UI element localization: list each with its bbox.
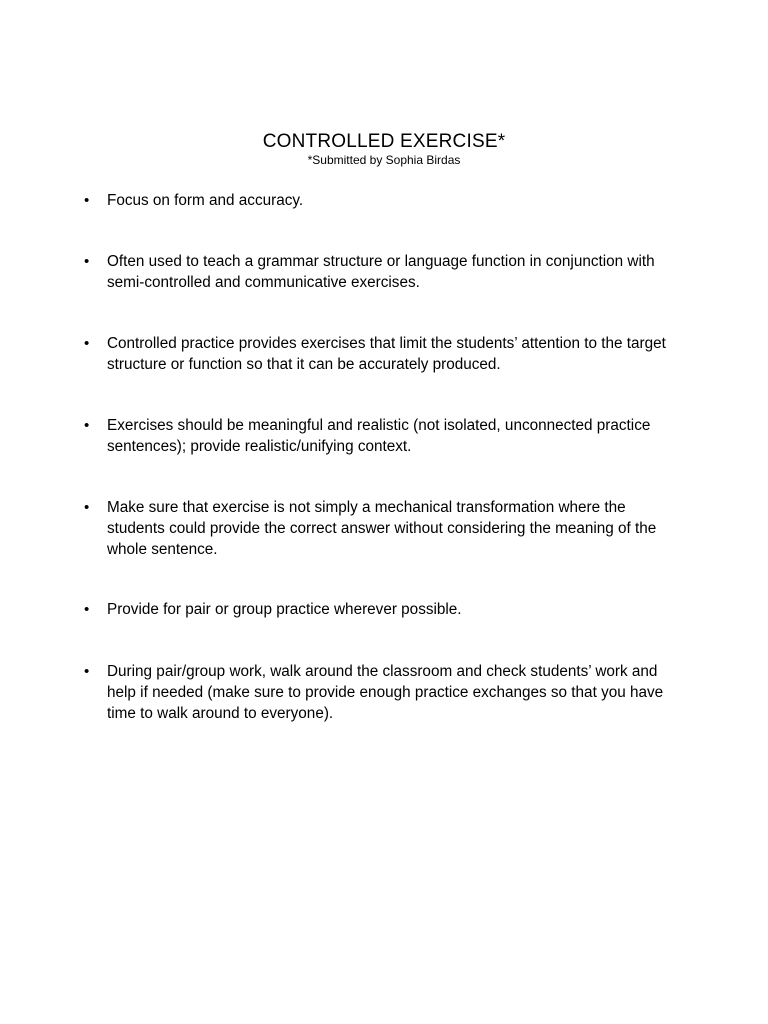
list-item	[84, 333, 684, 375]
list-item-text: Provide for pair or group practice wherever possible.	[107, 601, 462, 618]
list-item	[84, 251, 684, 293]
bullet-icon: •	[84, 663, 90, 680]
list-item	[84, 190, 684, 211]
list-item-text: Controlled practice provides exercises that limit the students’ attention to the target structure or function so that it can be accurately produced.	[107, 335, 666, 373]
list-item-text: Often used to teach a grammar structure or language function in conjunction with semi-controlled and communicative exercises.	[107, 253, 655, 291]
bullet-icon: •	[84, 253, 90, 270]
page-subtitle: *Submitted by Sophia Birdas	[307, 153, 461, 167]
list-item	[84, 415, 684, 457]
page-title: CONTROLLED EXERCISE*	[262, 131, 506, 152]
list-item	[84, 497, 684, 560]
list-item-text: Make sure that exercise is not simply a mechanical transformation where the students could provide the correct answer without considering the meaning of the whole sentence.	[107, 499, 657, 558]
list-item	[84, 661, 684, 724]
list-item	[84, 599, 684, 620]
list-item-text: Focus on form and accuracy.	[107, 192, 304, 209]
list-item-text: Exercises should be meaningful and realistic (not isolated, unconnected practice sentences); provide realistic/unifying context.	[107, 417, 651, 455]
bullet-icon: •	[84, 417, 90, 434]
bullet-icon: •	[84, 601, 90, 618]
bullet-icon: •	[84, 499, 90, 516]
list-item-text: During pair/group work, walk around the classroom and check students’ work and help if needed (make sure to provide enough practice exchanges so that you have time to walk around to everyone).	[107, 663, 664, 722]
bullet-icon: •	[84, 192, 90, 209]
bullet-icon: •	[84, 335, 90, 352]
